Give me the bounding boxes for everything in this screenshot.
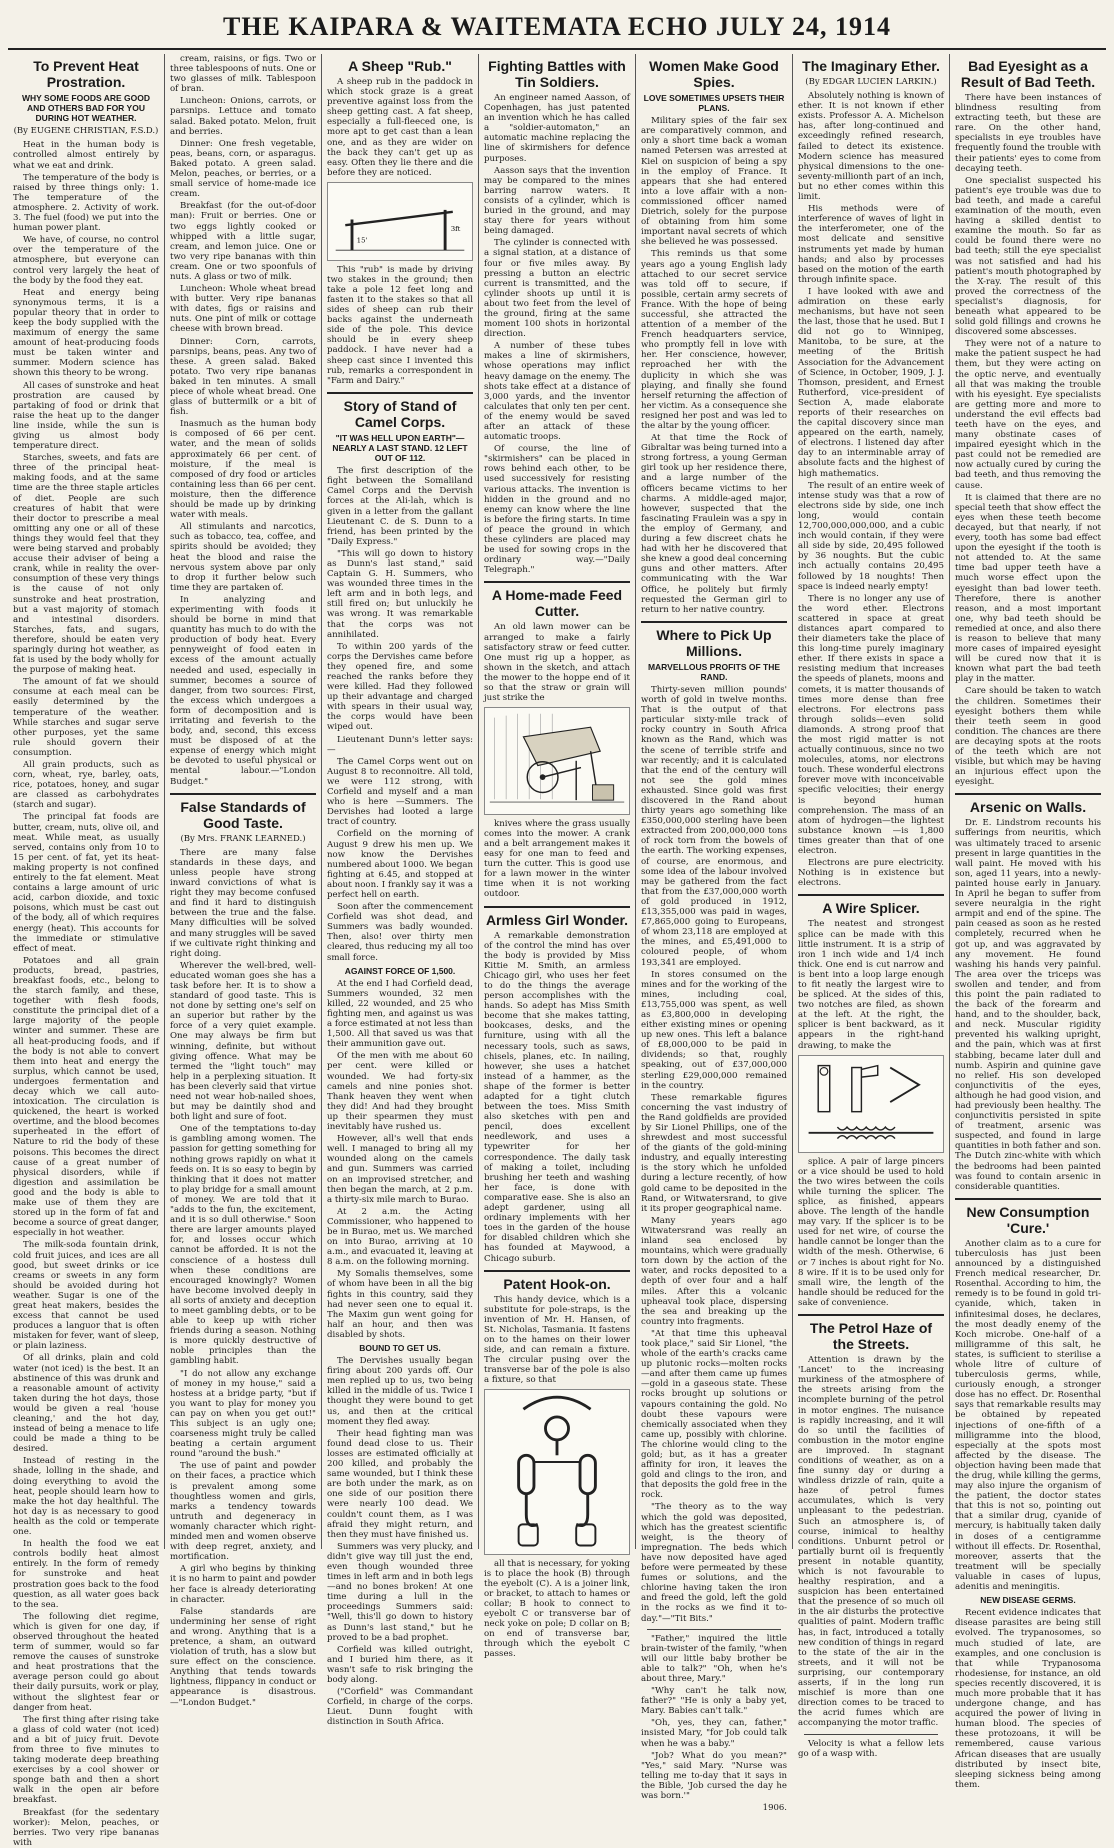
column-3 bbox=[322, 54, 479, 1728]
paragraph: cream, raisins, or figs. Two or three tablespoons of nuts. One or two glasses of milk. Tablespoon of bran. bbox=[170, 54, 317, 95]
paragraph: The result of an entire week of intense study was that a row of electrons side by side, one inch long, would contain 12,700,000,000,000, and a cubic inch would contain, if they were all side by side, 20,495 followed by 36 noughts. But the cubic inch actually contains 20,495 followed by 18 noughts! Then space is indeed nearly empty! bbox=[798, 480, 944, 592]
subhead-women-spies: LOVE SOMETIMES UPSETS THEIR PLANS. bbox=[643, 93, 785, 114]
paragraph: All grain products, such as corn, wheat, rye, barley, oats, rice, potatoes, honey, and sugar are classed as carbohydrates (starch and sugar). bbox=[13, 760, 159, 811]
paragraph: The neatest and strongest splice can be made with this little instrument. It is a strip of iron 1 inch wide and 1/4 inch thick. One end is cut narrow and is bent into a loop large enough to fit neatly the largest wire to be spliced. At the sides of this, two notches are filed, as shown at the left. At the right, the splicer is bent backward, as it appears in the right-hand drawing, to make the bbox=[798, 919, 944, 1051]
paragraph: Inasmuch as the human body is composed of 66 per cent. water, and the mean of solids approximately 66 per cent. of moisture, if the meal is composed of dry food or articles containing less than 66 per cent. moisture, then the difference should be made up by drinking water with meals. bbox=[170, 419, 316, 521]
paragraph: The amount of fat we should consume at each meal can be easily determined by the temperature of the weather. While starches and sugar serve other purposes, yet the same rule should govern their consumption. bbox=[13, 677, 159, 758]
byline-learned: (By Mrs. FRANK LEARNED.) bbox=[180, 833, 306, 844]
headline-camel-corps: Story of Stand of Camel Corps. bbox=[343, 397, 457, 430]
wire-splicer-illustration bbox=[798, 1055, 944, 1153]
paragraph: These remarkable figures concerning the vast industry of the Rand goldfields are provided by Sir Lionel Phillips, one of the shrewdest and most successful of the giants of the gold-mining industry, and equally interesting is the story which he unfolded during a lecture recently, of how gold came to be deposited in the Rand, or Witwatersrand, to give it its proper geographical name. bbox=[641, 1092, 787, 1214]
paragraph: A number of these tubes makes a line of skirmishers, whose operations may inflict heavy damage on the enemy. The shots take effect at a distance of 3,000 yards, and the inventor calculates that only ten per cent. of the enemy would be saved after an attack of these automatic troops. bbox=[484, 341, 630, 443]
paragraph: The first description of the fight between the Somaliland Camel Corps and the Dervish forces at the Ali-lah, which is given in a letter from the gallant Lieutenant C. de S. Dunn to a friend, has been printed by the "Daily Express." bbox=[327, 466, 473, 547]
paragraph: I have looked with awe and admiration on these early mechanisms, but have not seen the last, those that he used. But I did not go to Winnipeg, Manitoba, to be sure, at the meeting of the British Association for the Advancement of Science, in October, 1909, J. J. Thomson, president, and Ernest Rutherford, vice-president of Section A, made elaborate reports of their researches on the capital discovery since man appeared on the earth, namely, of electrons. I listened day after day to an interminable array of absolute facts and the highest of high mathematics. bbox=[798, 286, 944, 479]
headline-consumption-cure: New Consumption 'Cure.' bbox=[966, 1203, 1090, 1236]
paragraph: His methods were of interference of waves of light in the interferometer, one of the most delicate and sensitive instruments yet made by human hands; and also by processes based on the motion of the earth through infinite space. bbox=[798, 204, 944, 285]
paragraph: all that is necessary, for yoking is to place the hook (B) through the eyebolt (C). A is a joiner link, or bracket, to attach to hames or collar; B hook to connect to eyebolt C or transverse bar of neck yoke on pole; D collar on B; on end of transverse bar, through which the eyebolt C passes. bbox=[484, 1558, 630, 1660]
paragraph: This handy device, which is a substitute for pole-straps, is the invention of Mr. H. Hansen, of St. Nicholas, Tasmania. It fastens on to the hames on their lower side, and can remain a fixture. The circular pusing over the transverse bar of the pole is also a fixture, so that bbox=[484, 1294, 630, 1386]
paragraph: The following diet regime, which is given for one day, if observed throughout the heated term of summer, would so far remove the causes of sunstroke and heat prostrations that the average person could go about their daily pursuits, work or play, without the slightest fear or danger from heat. bbox=[13, 1611, 159, 1713]
sheep-rub-drawing bbox=[328, 183, 472, 260]
paragraph: An old lawn mower can be arranged to make a fairly satisfactory straw or feed cutter. One must rig up a hopper, as shown in the sketch, and attach the mower to the hoppe end of it so that the straw or grain will just strike the bbox=[484, 622, 630, 704]
paragraph: The milk-soda fountain drink, cold fruit juices, and ices are all good, but sweet drinks or ice creams or sweets in any form should be avoided during hot weather. Sugar is one of the great heat makers, besides the excess that cannot be used produces a languor that is often mistaken for fever, want of sleep, or plain laziness. bbox=[13, 1240, 159, 1352]
divider bbox=[170, 793, 316, 795]
paragraph: Velocity is what a fellow lets go of a wasp with. bbox=[798, 1738, 944, 1759]
headline-patent-hook: Patent Hook-on. bbox=[503, 1275, 611, 1292]
paragraph: Absolutely nothing is known of ether. It is not known if ether exists. Professor A. A. Michelson has, after long-continued and exceedingly refined research, failed to detect its existence. Modern science has measured physical dimensions to the one-seventy-millionth part of an inch, but no ether comes within this limit. bbox=[798, 91, 944, 203]
paragraph: Dinner: Corn, carrots, parsnips, beans, peas. Any two of these. A green salad. Baked potato. Two very ripe bananas baked in ten minutes. A small piece of whole wheat bread. One glass of buttermilk or a bit of fish. bbox=[170, 336, 316, 418]
headline-ether: The Imaginary Ether. bbox=[802, 58, 940, 74]
headline-women-spies: Women Make Good Spies. bbox=[649, 58, 779, 90]
fig-label-3ft: 3ft bbox=[450, 224, 461, 233]
paragraph: Of all drinks, plain and cold water (not iced) is the best. It an abstinence of this was drunk and a reasonable amount of activity taken during the hot days, those would be given a real 'house cleaning,' and the hot day, instead of being a menace to life could be made a thing to be desired. bbox=[13, 1353, 159, 1455]
paragraph: "Father," inquired the little brain-twister of the family, "when will our little baby brother be able to talk?" "Oh, when he's about three, Mary." bbox=[641, 1633, 787, 1684]
sheep-rub-illustration bbox=[327, 182, 473, 261]
headline-millions: Where to Pick Up Millions. bbox=[656, 626, 772, 659]
fig-label-15: 15' bbox=[356, 236, 368, 245]
paragraph: Of course, the line of "skirmishers" can be placed in rows behind each other, to be used successively for resisting various attacks. The invention is hidden in the ground and no enemy can know where the line is before the firing starts. In time of peace the ground in which these cylinders are placed may be used for sowing crops in the ordinary way.—"Daily Telegraph." bbox=[484, 444, 630, 576]
paragraph: Dinner: One fresh vegetable, peas, beans, corn, or asparagus. Baked potato. A green salad. Melon, peaches, or berries, or a small service of home-made ice cream. bbox=[170, 138, 316, 200]
paragraph: Luncheon: Whole wheat bread with butter. Very ripe bananas with dates, figs or raisins and nuts. One pint of milk or cottage cheese with brown bread. bbox=[170, 284, 316, 335]
paragraph: Corfield was killed outright, and I buried him there, as it wasn't safe to risk bringing the body along. bbox=[327, 1644, 473, 1686]
hook-on-drawing bbox=[485, 1390, 629, 1553]
paragraph: Corfield on the morning of August 9 drew his men up. We now know the Dervishes numbered about 1000. We began fighting at 6.45, and stopped at about noon. I frankly say it was a perfect hell on earth. bbox=[327, 829, 473, 900]
headline-petrol-haze: The Petrol Haze of the Streets. bbox=[809, 1320, 933, 1353]
subhead-heat-prostration: WHY SOME FOODS ARE GOOD AND OTHERS BAD FOR YOU DURING HOT WEATHER. bbox=[22, 93, 150, 124]
feed-cutter-illustration bbox=[484, 707, 630, 815]
divider bbox=[647, 1629, 781, 1630]
paragraph: Heat in the human body is controlled almost entirely by what we eat and drink. bbox=[13, 140, 159, 171]
paragraph: This reminds us that some years ago a young English lady attached to our secret service was told off to secure, if possible, certain army secrets of France. With the hope of being successful, she attracted the attention of a member of the French headquarters service, who promptly fell in love with her. Her conscience, however, reproached her with the duplicity in which she was playing, and finally she found herself returning the affection of her victim. As a consequence she resigned her post and was led to the altar by the young officer. bbox=[641, 249, 787, 431]
paragraph: In stores consumed on the mines and for the working of the mines, including coal, £13,755,000 was spent, as well as £3,800,000 in developing either existing mines or opening up new ones. This left a balance of £8,000,000 to be paid in dividends; so that, roughly speaking, out of £37,000,000 sterling £29,000,000 remained in the country. bbox=[641, 969, 787, 1091]
paragraph: "Oh, yes, they can, father," insisted Mary, "for Job could talk when he was a baby." bbox=[641, 1718, 787, 1749]
headline-wire-splicer: A Wire Splicer. bbox=[822, 900, 920, 917]
paragraph: Luncheon: Onions, carrots, or parsnips. Lettuce and tomato salad. Baked potato. Melon, fruit and berries. bbox=[170, 96, 316, 137]
column-6 bbox=[793, 54, 950, 1759]
paragraph: Their head fighting man was found dead close to us. Their losses are estimated officially at 200 killed, and probably the same wounded, but I think these are both under the mark, as on one side of our position there were nearly 100 dead. We couldn't count them, as I was afraid they might return, and then they must have finished us. bbox=[327, 1428, 473, 1540]
paragraph: Aasson says that the invention may be compared to the mines barring narrow waters. It consists of a cylinder, which is buried in the ground, and may stay there for years without being damaged. bbox=[484, 165, 630, 237]
paragraph: At the end I had Corfield dead, Summers wounded, 32 men killed, 22 wounded, and 25 who fighting men, and against us was a force estimated at not less than 1,500. All that saved us was that their ammunition gave out. bbox=[327, 978, 473, 1050]
paragraph: Heat and energy being synonymous terms, it is a popular theory that in order to keep the body supplied with the maximum of energy the same amount of heat-producing foods must be taken winter and summer. Modern science has shown this theory to be wrong. bbox=[13, 287, 159, 379]
paragraph: One of the temptations to-day is gambling among women. The passion for getting something for nothing grows rapidly on what it feeds on. It is so easy to begin by thinking that it does not matter to play bridge for a small amount of money. We are told that it "adds to the fun, the excitement, and it is so dull otherwise." Soon there are larger amounts played for, and losses occur which cannot be afforded. It is not the conscience of a hostess dull when these conditions are encouraged knowingly? Women have become involved deeply in all sorts of anxiety and deception to meet gambling debts, or to be able to keep up with richer friends during a season. Nothing is more quickly destructive of noble principles than the gambling habit. bbox=[170, 1124, 316, 1367]
paragraph: "I do not allow any exchange of money in my house," said a hostess at a bridge party, "but if you want to play for money you can pay on when you get out!" This subject is an ugly one; coarseness might truly be called beating a certain argument round "around the bush." bbox=[170, 1368, 316, 1460]
paragraph: We have, of course, no control over the temperature of the atmosphere, but everyone can control very largely the heat of the body by the food they eat. bbox=[13, 235, 159, 286]
paragraph: Breakfast (for the sedentary worker): Melon, peaches, or berries. Two very ripe bananas with bbox=[13, 1807, 159, 1848]
paragraph: A sheep rub in the paddock in which stock graze is a great preventive against loss from the sheep getting cast. A fat sheep, especially a full-fleeced one, is more apt to get cast than a lean one, and as they are wider on the back they can't get up as easy. Often they lie there and die before they are noticed. bbox=[327, 77, 473, 178]
headline-arsenic: Arsenic on Walls. bbox=[969, 799, 1087, 816]
divider bbox=[327, 392, 473, 394]
paragraph: knives where the grass usually comes into the mower. A crank and a belt arrangement makes it easy for one man to feed and turn the cutter. This is good use for a lawn mower in the winter time when it is not working outdoor. bbox=[484, 818, 630, 900]
divider bbox=[798, 1314, 944, 1316]
item-number: 1906. bbox=[762, 1803, 787, 1814]
paragraph: A remarkable demonstration of the control the mind has over the body is provided by Miss Kittie M. Smith, an armless Chicago girl, who uses her feet to do the things the average person accomplishes with the hands. So adept has Miss Smith become that she makes tatting, bookcases, desks, and the furniture, using with all the necessary tools, such as saws, chisels, planes, etc. In nailing, however, she uses a hatchet instead of a hammer, as the shape of the former is better adapted for a tight clutch between the toes. Miss Smith also sketches with pen and pencil, does excellent needlework, and uses a typewriter for her correspondence. The daily task of making a toilet, including brushing her teeth and washing her face, is done with comparative ease. She is also an adept gardener, using all ordinary implements with her toes in the garden of the house for disabled children which she has founded at Maywood, a Chicago suburb. bbox=[484, 930, 630, 1264]
paragraph: The temperature of the body is raised by three things only: 1. The temperature of the atmosphere. 2. Activity of work. 3. The fuel (food) we put into the human power plant. bbox=[13, 172, 159, 234]
headline-heat-prostration: To Prevent Heat Prostration. bbox=[33, 58, 139, 90]
paragraph: There are many false standards in these days, and unless people have strong inward convictions of what is right they may become confused and find it hard to distinguish between the true and the false. Many difficulties will be solved and many struggles will be saved if we cultivate right thinking and right doing. bbox=[170, 847, 316, 959]
paragraph: One specialist suspected his patient's eye trouble was due to bad teeth, and made a careful examination of the mouth, even having a skilled dentist to examine the mouth. So far as could be found there were no bad teeth; still the eye specialist was not satisfied and had his patient's mouth photographed by the X-ray. The result of this proved the correctness of the specialist's diagnosis, for beneath what appeared to be solid gold fillings and crowns he discovered some abscesses. bbox=[955, 175, 1101, 338]
paragraph: Lieutenant Dunn's letter says:— bbox=[327, 734, 473, 755]
subhead-against-force: AGAINST FORCE OF 1,500. bbox=[344, 965, 456, 976]
column-4 bbox=[479, 54, 636, 1660]
byline-larkin: (By EDGAR LUCIEN LARKIN.) bbox=[805, 77, 937, 87]
paragraph: ("Corfield" was Commandant Corfield, in charge of the corps. Lieut. Dunn fought with distinction in South Africa. bbox=[327, 1687, 473, 1728]
byline-christian: (By EUGENE CHRISTIAN, F.S.D.) bbox=[13, 126, 159, 137]
divider bbox=[798, 894, 944, 896]
paragraph: splice. A pair of large pincers or a vice should be used to hold the two wires between the coils while turning the splicer. The splice, as finished, appears above. The length of the handle may vary. If the splicer is to be used for net wire, of course the handle cannot be longer than the width of the mesh. Otherwise, 6 or 7 inches is about right for No. 8 wire. If it is to be used only for small wire, the length of the handle should be reduced for the sake of convenience. bbox=[798, 1156, 944, 1308]
paragraph: Thirty-seven million pounds' worth of gold in twelve months. That is the output of that particular sixty-mile track of rocky country in South Africa known as the Rand, which was the scene of terrible strife and war recently; and it is calculated that the end of the century will not see the gold mines exhausted. Since gold was first discovered in the Rand about thirty years ago something like £350,000,000 sterling have been extracted from 200,000,000 tons of rock torn from the bowels of the earth. The working expenses, of course, are enormous, and some idea of the labour involved may be gathered from the fact that from the £37,000,000 worth of gold produced in 1912, £13,355,000 was paid in wages, £7,865,000 going to Europeans, of whom 23,118 are employed at the mines, and £5,491,000 to coloured people, of whom 193,341 are employed. bbox=[641, 684, 787, 968]
hook-on-illustration bbox=[484, 1389, 630, 1554]
paragraph: In health the food we eat controls bodily heat almost entirely. In the form of remedy for sunstroke and heat prostration goes back to the food question, as all water goes back to the sea. bbox=[13, 1539, 159, 1610]
column-7 bbox=[950, 54, 1106, 1790]
divider bbox=[641, 621, 787, 623]
headline-false-standards: False Standards of Good Taste. bbox=[180, 798, 306, 831]
paragraph: Soon after the commencement Corfield was shot dead, and Summers was badly wounded. Then, also! over thirty men cleared, thus reducing my all too small force. bbox=[327, 902, 473, 963]
subhead-camel-corps: "IT WAS HELL UPON EARTH"—NEARLY A LAST STAND. 12 LEFT OUT OF 112. bbox=[332, 432, 468, 464]
paragraph: "The theory as to the way which the gold was deposited, which has the greatest scientific weight, is the theory of impregnation. The beds which have now deposited have aged before were permeated by these fumes or solutions, and the chlorine having taken the iron and freed the gold, left the gold in the rocks as we find it to-day."—"Tit Bits." bbox=[641, 1502, 787, 1624]
masthead-title: THE KAIPARA & WAITEMATA ECHO JULY 24, 1914 bbox=[222, 12, 891, 41]
paragraph: Attention is drawn by the 'Lancet' to the increasing murkiness of the atmosphere of the streets arising from the incomplete burning of the petrol in motor engines. The nuisance is rapidly increasing, and it will do so until the facilities of combustion in the motor engine are improved. In stagnant conditions of weather, as on a fine sunny day or during a windless drizzle of rain, quite a haze of petrol fumes accumulates, which is very unpleasant to the pedestrian. Such an atmosphere is, of course, inimical to healthy conditions. Unburnt petrol or partially burnt oil is frequently present in notable quantity, which is not favourable to healthy respiration, and a suspicion has been entertained that the presence of so much oil in the air disturbs the protective qualities of paint. Modern traffic has, in fact, introduced a totally new condition of things in regard to the state of the air in the streets, and it will not be surprising, our contemporary asserts, if in the long run mischief is more than one direction comes to be traced to the acrid fumes which are accompanying the motor traffic. bbox=[798, 1355, 944, 1729]
paragraph: "Why can't he talk now, father?" "He is only a baby yet, Mary. Babies can't talk." bbox=[641, 1686, 787, 1717]
paragraph: False standards are undermining her sense of right and wrong. Anything that is a pretence, a sham, an outward violation of truth, has a slow but sure effect on the conscience. Anything that tends towards lightness, flippancy in conduct or appearance is disastrous.—"London Budget." bbox=[170, 1606, 316, 1708]
paragraph: The principal fat foods are butter, cream, nuts, olive oil, and meat. While meat, as usually served, contains only from 10 to 15 per cent. of fat, yet its heat-making property is not confined entirely to the fat element. Meat contains a large amount of uric acid, carbon dioxide, and toxic poisons, which must be cast out of the body, all of which requires energy (heat). This accounts for the immediate or stimulative effect of meat. bbox=[13, 812, 159, 954]
divider bbox=[804, 1734, 938, 1735]
paragraph: It is claimed that there are no special teeth that show effect the eyes when these teeth become decayed, but that nearly, if not every, tooth has some bad effect upon the eyesight if the tooth is not attended to. At the same time bad upper teeth have a much worse effect upon the eyesight than bad lower teeth. Therefore, there is another reason, and a most important one, why bad teeth should be remedied at once, and also there is reason to believe that many more cases of impaired eyesight will be cured now that it is known what part the bad teeth play in the matter. bbox=[955, 492, 1101, 685]
masthead bbox=[8, 6, 1106, 50]
paragraph: In analyzing and experimenting with foods it should be borne in mind that quantity has much to do with the production of body heat. Every pennyweight of food eaten in excess of the amount actually needed and used, especially in summer, becomes a source of danger, from two sources: First, the excess which undergoes a form of decomposition and is irritating and feverish to the body, and, second, this excess must be disposed of at the expense of energy which might be devoted to useful physical or mental labour.—"London Budget." bbox=[170, 594, 316, 787]
paragraph: "This will go down to history as Dunn's last stand," said Captain G. H. Summers, who was wounded three times in the left arm and in both legs, and still fired on; but unluckily he was wrong. It was remarkable that the corps was not annihilated. bbox=[327, 548, 473, 640]
wire-splicer-drawing bbox=[799, 1056, 943, 1152]
subhead-bound-to-get-us: BOUND TO GET US. bbox=[359, 1343, 441, 1354]
paragraph: "Job? What do you mean?" "Yes," said Mary. "Nurse was telling me to-day that it says in the Bible, 'Job cursed the day he was born.'" bbox=[641, 1750, 787, 1801]
paragraph: There have been instances of blindness resulting from extracting teeth, but these are rare. On the other hand, specialists in eye troubles have frequently found the trouble with their patients' eyes to come from decaying teeth. bbox=[955, 93, 1101, 174]
column-1 bbox=[8, 54, 165, 1848]
paragraph: Military spies of the fair sex are comparatively common, and only a short time back a woman named Petersen was arrested at Kiel on suspicion of being a spy in the employ of France. It appears that she had entered into a love affair with a non-commissioned officer named Dietrich, solely for the purpose of obtaining from him some important naval secrets of which she believed he was possessed. bbox=[641, 116, 787, 248]
paragraph: The Camel Corps went out on August 8 to reconnoitre. All told, we were 112 strong, with Corfield and myself and a man who is here —Summers. The Dervishes had looted a large tract of country. bbox=[327, 756, 473, 828]
paragraph: The first thing after rising take a glass of cold water (not iced) and a bit of juicy fruit. Devote from three to five minutes to taking moderate deep breathing exercises by a cool shower or sponge bath and then a short walk in the open air before breakfast. bbox=[13, 1714, 159, 1806]
columns bbox=[8, 54, 1106, 1848]
subhead-disease-germs: NEW DISEASE GERMS. bbox=[980, 1595, 1076, 1606]
paragraph: My Somalis themselves, some of whom have been in all the big fights in this country, said they had never seen one to equal it. The Maxim gun went going for half an hour, and then was disabled by shots. bbox=[327, 1269, 473, 1340]
paragraph: Electrons are pure electricity. Nothing is in existence but electrons. bbox=[798, 858, 944, 889]
paragraph: Recent evidence indicates that disease parasites are being still evolved. The trypanosomes, so much studied of late, are examples, and one conclusion is that while Trypanosoma rhodesiense, for instance, an old species recently discovered, it is much more probable that it has undergone change, and has acquired the power of living in human blood. The species of these protozoans, it will be remembered, cause various African diseases that are usually distributed by insect bite, sleeping sickness being among them. bbox=[955, 1608, 1101, 1790]
paragraph: There is no longer any use of the word ether. Electrons scattered in space at great distances apart compared to their diameters take the place of this long-time purely imaginary ether. If there exists in space a resisting medium that increases the speeds of planets, moons and comets, it is matter thousands of times more dense than free electrons. For electrons pass through solids—even solid diamonds. A strong proof that the most rigid matter is not actually continuous, since no two molecules, atoms, nor electrons touch. These wonderful electrons forever move with inconceivable specific velocities; their energy is beyond human comprehension. The mass of an atom of hydrogen—the lightest substance known —is 1,800 times greater than that of one electron. bbox=[798, 593, 944, 857]
paragraph: Many years ago Witwatersrand was really an inland sea enclosed by mountains, which were gradually torn down by the action of the water, and rocks deposited to a depth of over four and a half miles. After this a volcanic upheaval took place, dispersing the sea and breaking up the country into fragments. bbox=[641, 1215, 787, 1327]
paragraph: "At that time this upheaval took place," said Sir Lionel, "the whole of the earth's cracks came up plutonic rocks—molten rocks—and after them came up fumes—gold in a gaseous state. These rocks brought up solutions or vapours containing the gold. No doubt these vapours were chemically associated when they came up, possibly with chlorine. The chlorine would cling to the gold; but, as it has a greater affinity for iron, it leaves the gold and clings to the iron, and that deposits the gold free in the rock. bbox=[641, 1328, 787, 1501]
divider bbox=[955, 793, 1101, 795]
paragraph: All cases of sunstroke and heat prostration are caused by partaking of food or drink that raise the heat up to the danger line inside, while the sun is giving us almost body temperature direct. bbox=[13, 380, 159, 452]
divider bbox=[955, 1198, 1101, 1200]
paragraph: At 2 a.m. the Acting Commissioner, who happened to be in Burao, met us. We marched on into Burao, arriving at 10 a.m., and evacuated it, leaving at 8 a.m. on the following morning. bbox=[327, 1206, 473, 1268]
column-5 bbox=[636, 54, 793, 1814]
paragraph: Starches, sweets, and fats are three of the principal heat-making foods, and at the same time are the three staple articles of diet. People are such creatures of habit that were their doctor to prescribe a meal omitting any one or all of these things they would feel that they were being starved and probably accuse their adviser of being a crank, while in reality the over-consumption of these very things is the cause of not only sunstroke and heat prostration, but a vast majority of stomach and intestinal disorders. Starches, fats, and sugars, therefore, should be eaten very sparingly during hot weather, as fat is used by the body wholly for the purpose of making heat. bbox=[13, 453, 159, 676]
headline-bad-eyesight: Bad Eyesight as a Result of Bad Teeth. bbox=[960, 58, 1096, 90]
paragraph: Care should be taken to watch the children. Sometimes their eyesight bothers them while their teeth seem in good condition. The chances are there are decaying spots at the roots of the teeth which are not visible, but which may be having an injurious effect upon the eyesight. bbox=[955, 686, 1101, 788]
paragraph: Summers was very plucky, and didn't give way till just the end, even though wounded three times in left arm and in both legs—and no bones broken! At one time during a lull in the proceedings Summers said: "Well, this'll go down to history as Dunn's last stand," but he proved to be a bad prophet. bbox=[327, 1541, 473, 1643]
headline-sheep-rub: A Sheep "Rub." bbox=[348, 58, 452, 74]
paragraph: Breakfast (for the out-of-door man): Fruit or berries. One or two eggs lightly cooked or whipped with a little sugar, cream, and lemon juice. One or two very ripe bananas with thin cream. One or two spoonfuls of nuts. A glass or two of milk. bbox=[170, 201, 316, 282]
paragraph: To within 200 yards of the corps the Dervishes came before they opened fire, and some reached the ranks before they were killed. Had they followed up their advantage and charged with spears in their usual way, the corps would have been wiped out. bbox=[327, 641, 473, 733]
subhead-rand: MARVELLOUS PROFITS OF THE RAND. bbox=[647, 661, 781, 682]
paragraph: Dr. E. Lindstrom recounts his sufferings from neuritis, which was ultimately traced to arsenic present in large quantities in the wall paint. He moved with his son, aged 11 years, into a newly-painted house early in January. In April he began to suffer from severe neuralgia in the right armpit and end of the spine. The pain ceased as soon as he rested completely, recurred when he got up, and was aggravated by any movement. He found washing his hands very painful. The area over the triceps was swollen and tender, and from this point the pain radiated to the back of the forearm and hand, and to the shoulder, back, and neck. Muscular rigidity prevented his walking upright, and the pain, which was at first stabbing, became later dull and numb. Aspirin and quinine gave no relief. His son developed conjunctivitis of the eyes, although he had good vision, and had previously been healthy. The conjunctivitis persisted in spite of treatment, arsenic was suspected, and found in large quantities in both father and son. The Dutch zinc-white with which the bedrooms had been painted was found to contain arsenic in considerable quantities. bbox=[955, 818, 1101, 1192]
paragraph: The cylinder is connected with a signal station, at a distance of four or five miles away. By pressing a button an electric current is transmitted, and the cylinder shoots up until it is about two feet from the level of the ground, firing at the same moment 100 shots in horizontal direction. bbox=[484, 238, 630, 340]
headline-armless-girl: Armless Girl Wonder. bbox=[485, 911, 629, 928]
divider bbox=[484, 1270, 630, 1272]
paragraph: However, all's well that ends well. I managed to bring all my wounded along on the camels and gun. Summers was carried on an improvised stretcher, and then began the march, at 2 p.m. a thirty-six mile march to Burao. bbox=[327, 1134, 473, 1205]
paragraph: Another claim as to a cure for tuberculosis has just been announced by a distinguished French medical researcher, Dr. Rosenthal. According to him, the remedy is to be found in gold tri-cyanide, which, taken in infinitesimal doses, he declares, the most deadly enemy of the Koch microbe. One-half of a milligramme of this salt, he states, is sufficient to sterilise a whole litre of culture of tuberculosis germs, while, curiously enough, a stronger dose has no effect. Dr. Rosenthal says that remarkable results may be obtained by repeated injections of one-fifth of a milligramme into the blood, especially at the spots most affected by the disease. The objection having been made that the drug, while killing the germs, may also injure the organism of the patient, the doctor states that this is not so, pointing out that a similar drug, cyanide of mercury, is habitually taken daily in doses of a centigramme without ill effects. Dr. Rosenthal, moreover, asserts that the treatment will be specially valuable in cases of lupus, adenitis and meningitis. bbox=[955, 1238, 1101, 1593]
paragraph: Wherever the well-bred, well-educated woman goes she has a task before her. It is to show a standard of good taste. This is not done by setting one's self on an superior but rather by the force of a very quiet example. One may always be firm but winning, definite, but without giving offence. What may be termed the "light touch" may help in a perplexing situation. It has been cleverly said that virtue need not wear hob-nailed shoes, but may be daintily shod and both light and sure of foot. bbox=[170, 960, 316, 1123]
headline-feed-cutter: A Home-made Feed Cutter. bbox=[491, 587, 623, 620]
paragraph: A girl who begins by thinking it is no harm to paint and powder her face is already deteriorating in character. bbox=[170, 1564, 316, 1605]
paragraph: The use of paint and powder on their faces, a practice which is prevalent among some thoughtless women and girls, marks a tendency towards untruth and degeneracy in womanly character which right-minded men and women observe with deep regret, anxiety, and mortification. bbox=[170, 1461, 316, 1563]
feed-cutter-drawing bbox=[485, 708, 629, 814]
divider bbox=[484, 581, 630, 583]
paragraph: Instead of resting in the shade, lolling in the shade, and doing everything to avoid the heat, people should learn how to make the hot day healthful. The hot day is as necessary to good health as the cold or temperate one. bbox=[13, 1456, 159, 1538]
headline-tin-soldiers: Fighting Battles with Tin Soldiers. bbox=[488, 58, 626, 90]
paragraph: Potatoes and all grain products, bread, pastries, breakfast foods, etc., belong to the starch family, and these, together with flesh foods, constitute the principal diet of a large majority of the people winter and summer. These are all heat-producing foods, and if the body is not able to convert them into heat and energy the surplus, which cannot be used, undergoes fermentation and decay which we call auto-intoxication. The circulation is quickened, the heart is worked overtime, and the blood becomes superheated in the effort of Nature to rid the body of these poisons. This becomes the direct cause of a great number of physical disorders, while if digestion and assimilation be good and the body is able to make use of them they are stored up in the form of fat and become a source of great danger, especially in hot weather. bbox=[13, 955, 159, 1239]
paragraph: They were not of a nature to make the patient suspect he had them, but they were acting on the optic nerve, and eventually all that was making the trouble with his eyesight. Eye specialists are getting more and more to understand the evil effects bad teeth have on the eyes, and many obstinate cases of impaired eyesight which in the past could not be remedied are now actually cured by curing the bad teeth, and thus removing the cause. bbox=[955, 339, 1101, 491]
paragraph: At that time the Rock of Gibraltar was being turned into a strong fortress, a young German girl took up her residence there, and a large number of the officers became victims to her charms. A middle-aged major, however, suspected that the fascinating Fraulein was a spy in the employ of Germany, and during a few discreet chats he had with her he discovered that she knew a good deal concerning guns and other matters. After communicating with the War Office, he politely but firmly requested the German girl to return to her native country. bbox=[641, 433, 787, 615]
divider bbox=[484, 906, 630, 908]
paragraph: This "rub" is made by driving two stakes in the ground; then take a pole 12 feet long and fasten it to the stakes so that all sides of sheep can rub their backs against the underneath side of the pole. This device should be in every sheep paddock. I have never had a sheep cast since I invented this rub, remarks a correspondent in "Farm and Dairy." bbox=[327, 264, 473, 386]
paragraph: All stimulants and narcotics, such as tobacco, tea, coffee, and spirits should be avoided; they heat the blood and raise the nervous system above par only to drop it further below such time they are partaken of. bbox=[170, 522, 316, 593]
column-2 bbox=[165, 54, 322, 1708]
paragraph: Of the men with me about 60 per cent. were killed or wounded. We had forty-six camels and nine ponies shot. Thank heaven they went when they did! And had they brought up their spearmen they must inevitably have rushed us. bbox=[327, 1051, 473, 1133]
paragraph: An engineer named Aasson, of Copenhagen, has just patented an invention which he has called a "soldier-automaton," an automatic machine replacing the line of skirmishers for defence purposes. bbox=[484, 93, 630, 164]
paragraph: The Dervishes usually began firing about 200 yards off. Our men replied up to us, two being killed in the middle of us. Twice I thought they were bound to get us, and then at the critical moment they fled away. bbox=[327, 1356, 473, 1427]
